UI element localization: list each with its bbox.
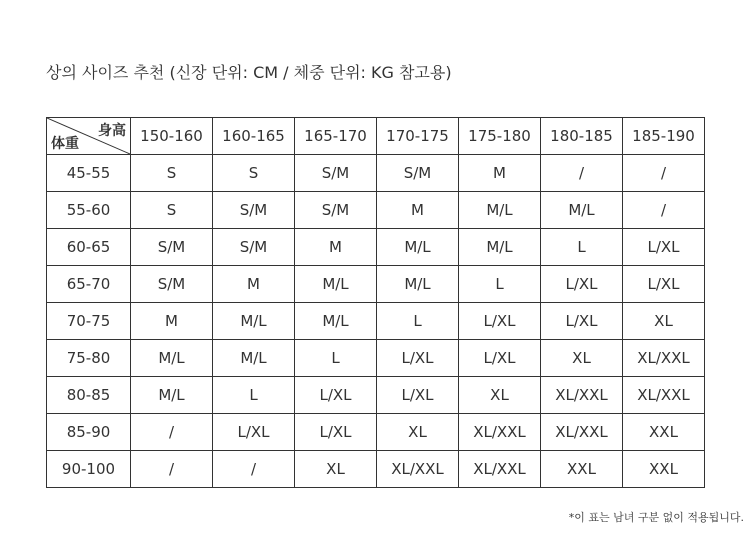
size-cell: L/XL	[295, 414, 377, 451]
header-row	[47, 118, 705, 155]
size-cell: M	[377, 192, 459, 229]
size-cell: L/XL	[623, 229, 705, 266]
size-cell: XL	[377, 414, 459, 451]
size-cell: XL/XXL	[541, 414, 623, 451]
weight-range-cell: 65-70	[47, 266, 131, 303]
size-cell: XXL	[623, 414, 705, 451]
weight-range-cell: 90-100	[47, 451, 131, 488]
size-cell: L/XL	[541, 266, 623, 303]
height-axis-label: 身高	[98, 123, 126, 139]
size-cell: L	[459, 266, 541, 303]
size-cell: L/XL	[377, 377, 459, 414]
footnote: *이 표는 남녀 구분 없이 적용됩니다.	[568, 511, 744, 524]
corner-header-cell	[47, 118, 131, 155]
size-cell: M/L	[131, 377, 213, 414]
size-cell: XL/XXL	[459, 414, 541, 451]
size-cell: XL/XXL	[459, 451, 541, 488]
table-row	[47, 340, 705, 377]
size-cell: XL	[541, 340, 623, 377]
size-cell: M/L	[213, 340, 295, 377]
size-cell: /	[131, 451, 213, 488]
size-cell: L/XL	[541, 303, 623, 340]
weight-range-cell: 80-85	[47, 377, 131, 414]
table-row	[47, 414, 705, 451]
size-cell: M/L	[131, 340, 213, 377]
size-cell: XL	[459, 377, 541, 414]
height-header-cell: 160-165	[213, 118, 295, 155]
size-cell: L/XL	[459, 303, 541, 340]
size-cell: XL/XXL	[377, 451, 459, 488]
size-cell: M/L	[295, 266, 377, 303]
size-cell: M/L	[377, 229, 459, 266]
height-header-cell: 170-175	[377, 118, 459, 155]
size-table-body	[47, 155, 705, 488]
size-cell: XXL	[541, 451, 623, 488]
size-chart-table	[46, 117, 705, 488]
size-cell: S/M	[295, 155, 377, 192]
size-cell: /	[623, 192, 705, 229]
size-cell: M/L	[295, 303, 377, 340]
size-cell: M/L	[213, 303, 295, 340]
height-header-cell: 185-190	[623, 118, 705, 155]
table-row	[47, 192, 705, 229]
weight-range-cell: 70-75	[47, 303, 131, 340]
size-cell: L/XL	[295, 377, 377, 414]
size-cell: /	[213, 451, 295, 488]
size-cell: M	[213, 266, 295, 303]
size-cell: L	[295, 340, 377, 377]
size-cell: XL/XXL	[623, 340, 705, 377]
weight-range-cell: 75-80	[47, 340, 131, 377]
size-cell: M/L	[459, 192, 541, 229]
size-cell: S	[131, 192, 213, 229]
weight-range-cell: 85-90	[47, 414, 131, 451]
size-cell: L/XL	[459, 340, 541, 377]
weight-range-cell: 45-55	[47, 155, 131, 192]
size-cell: XL/XXL	[541, 377, 623, 414]
size-cell: /	[541, 155, 623, 192]
size-cell: M	[295, 229, 377, 266]
size-cell: S/M	[131, 266, 213, 303]
table-row	[47, 266, 705, 303]
size-cell: S/M	[213, 192, 295, 229]
size-cell: S/M	[213, 229, 295, 266]
size-cell: /	[623, 155, 705, 192]
size-cell: /	[131, 414, 213, 451]
size-cell: L	[541, 229, 623, 266]
size-cell: M/L	[541, 192, 623, 229]
height-header-cell: 165-170	[295, 118, 377, 155]
size-cell: L	[213, 377, 295, 414]
height-header-cell: 150-160	[131, 118, 213, 155]
size-cell: L	[377, 303, 459, 340]
size-cell: S	[213, 155, 295, 192]
size-cell: S/M	[295, 192, 377, 229]
weight-range-cell: 55-60	[47, 192, 131, 229]
weight-axis-label: 体重	[51, 136, 79, 152]
size-cell: S	[131, 155, 213, 192]
size-cell: L/XL	[377, 340, 459, 377]
size-cell: M	[459, 155, 541, 192]
size-cell: L/XL	[623, 266, 705, 303]
height-header-cell: 180-185	[541, 118, 623, 155]
table-row	[47, 377, 705, 414]
table-row	[47, 155, 705, 192]
size-cell: S/M	[131, 229, 213, 266]
size-cell: L/XL	[213, 414, 295, 451]
size-cell: XL	[295, 451, 377, 488]
size-cell: XXL	[623, 451, 705, 488]
size-cell: M	[131, 303, 213, 340]
table-row	[47, 451, 705, 488]
size-cell: M/L	[459, 229, 541, 266]
table-row	[47, 303, 705, 340]
table-row	[47, 229, 705, 266]
size-cell: XL/XXL	[623, 377, 705, 414]
size-cell: M/L	[377, 266, 459, 303]
height-header-cell: 175-180	[459, 118, 541, 155]
weight-range-cell: 60-65	[47, 229, 131, 266]
page-title: 상의 사이즈 추천 (신장 단위: CM / 체중 단위: KG 참고용)	[46, 63, 452, 82]
size-cell: XL	[623, 303, 705, 340]
size-cell: S/M	[377, 155, 459, 192]
